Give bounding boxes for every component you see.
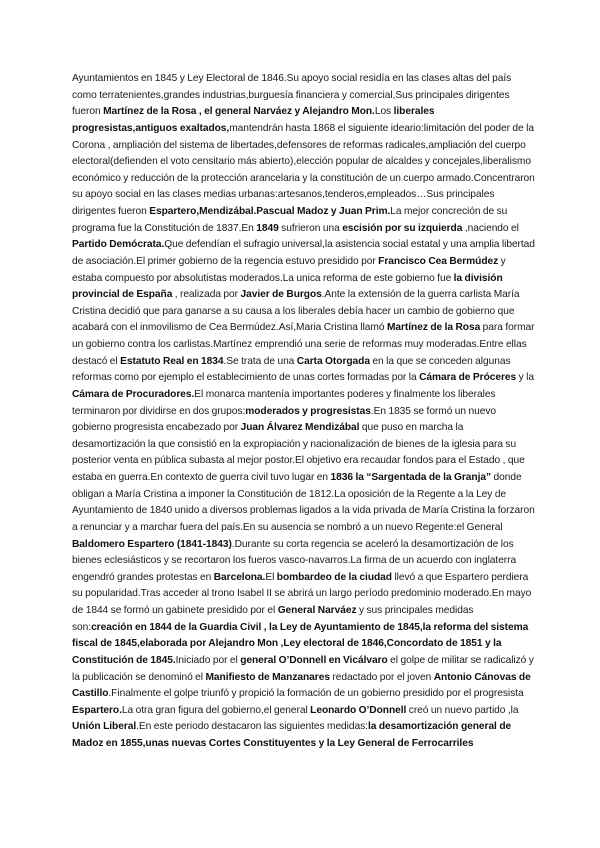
- bold-text-segment: Juan Álvarez Mendizábal: [240, 422, 360, 434]
- text-segment: en la que se conceden algunas reformas como por ejemplo el establecimiento de unas cortes formadas por la: [72, 355, 511, 384]
- bold-text-segment: Martínez de la Rosa: [386, 322, 481, 334]
- bold-text-segment: moderados y progresistas: [245, 405, 371, 417]
- text-segment: .En 1835 se formó un nuevo gobierno progresista encabezado por: [72, 405, 497, 434]
- bold-text-segment: Unión Liberal: [72, 721, 137, 733]
- bold-text-segment: Carta Otorgada: [296, 355, 370, 367]
- text-segment: Ayuntamientos en 1845 y Ley Electoral de 1846.Su apoyo social residía en las clases altas del país como terratenientes,grandes industrias,burguesía financiera y comercial,Sus principales dirigentes fueron: [72, 73, 512, 118]
- bold-text-segment: Antonio Cánovas de Castillo: [72, 671, 531, 700]
- bold-text-segment: General Narváez: [277, 605, 357, 616]
- text-segment: sufrieron una: [278, 222, 343, 234]
- bold-text-segment: Leonardo O’Donnell: [310, 704, 407, 716]
- bold-text-segment: Manifiesto de Manzanares: [205, 671, 330, 683]
- text-segment: .En este periodo destacaron las siguientes medidas:: [136, 721, 368, 733]
- bold-text-segment: Barcelona.: [213, 571, 266, 583]
- bold-text-segment: liberales progresistas,antiguos exaltados,: [72, 106, 435, 134]
- bold-text-segment: escisión por su izquierda: [342, 222, 463, 234]
- text-segment: .Se trata de una: [223, 355, 297, 367]
- text-segment: El monarca mantenía importantes poderes y finalmente los liberales terminaron por dividirse en dos grupos:: [72, 388, 496, 417]
- bold-text-segment: Espartero.: [72, 704, 122, 716]
- text-segment: Que defendían el sufragio universal,la asistencia social estatal y una amplia libertad de asociación.El primer gobierno de la regencia estuvo presidido por: [72, 239, 535, 267]
- bold-text-segment: Baldomero Espartero (1841-1843): [72, 538, 232, 550]
- text-segment: .Finalmente el golpe triunfó y propició la formación de un gobierno presidido por el progresista: [108, 688, 524, 700]
- text-segment: creó un nuevo partido ,la: [406, 704, 519, 716]
- text-segment: mantendrán hasta 1868 el siguiente ideario:limitación del poder de la Corona , ampliación del sistema de libertades,defensores de reformas radicales,ampliación del cuerpo electoral(defienden el voto censitario más abierto),elección popular de alcaldes y concejales,liberalismo económico y reducción de la protección arancelaria y la constitución de un cuerpo armado.Concentraron su apoyo social en las clases medias urbanas:artesanos,tenderos,empleados…Sus principales dirigentes fueron: [72, 122, 535, 217]
- text-segment: y la: [516, 372, 534, 384]
- text-segment: donde obligan a María Cristina a imponer la Constitución de 1812.La oposición de la Regente a la Ley de Ayuntamiento de 1840 unido a diversos problemas ligados a la vida privada de María Cristina la forzaron a renunciar y a marchar fuera del país.En su ausencia se nombró a un nuevo Regente:el General: [72, 472, 535, 533]
- bold-text-segment: Espartero,Mendizábal.Pascual Madoz y Juan Prim.: [149, 206, 391, 217]
- text-segment: Los: [374, 106, 394, 118]
- bold-text-segment: 1836 la “Sargentada de la Granja”: [330, 472, 492, 483]
- text-segment: La otra gran figura del gobierno,el general: [121, 704, 311, 716]
- text-segment: el golpe de militar se radicalizó y la publicación se denominó el: [72, 654, 534, 683]
- text-segment: .Durante su corta regencia se aceleró la desamortización de los bienes eclesiásticos y se recortaron los fueros vasco-navarros.La firma de un acuerdo con inglaterra engendró grandes protestas en: [72, 538, 517, 583]
- text-segment: El: [265, 571, 277, 583]
- bold-text-segment: bombardeo de la ciudad: [276, 571, 392, 583]
- bold-text-segment: Francisco Cea Bermúdez: [378, 255, 499, 267]
- bold-text-segment: la división provincial de España: [72, 272, 503, 301]
- text-segment: para formar un gobierno contra los carlistas.Martínez emprendió una serie de reformas muy moderadas.Entre ellas destacó el: [72, 322, 535, 367]
- text-segment: y sus principales medidas son:: [72, 605, 474, 633]
- bold-text-segment: Javier de Burgos: [240, 289, 322, 301]
- bold-text-segment: Martínez de la Rosa , el general Narváez y Alejandro Mon.: [103, 106, 375, 118]
- text-segment: redactado por el joven: [329, 671, 434, 683]
- bold-text-segment: Cámara de Procuradores.: [72, 388, 195, 400]
- bold-text-segment: creación en 1844 de la Guardia Civil , la Ley de Ayuntamiento de 1845,la reforma del sistema fiscal de 1845,elaborada por Alejandro Mon ,Ley electoral de 1846,Concordato de 1851 y la Constitución de 1845.: [72, 621, 529, 666]
- text-segment: llevó a que Espartero perdiera su popularidad.Tras acceder al trono Isabel II se abrirá un largo período predominio moderado.En mayo de 1844 se formó un gabinete presidido por el: [72, 571, 532, 616]
- text-segment: .Ante la extensión de la guerra carlista María Cristina decidió que para ganarse a su causa a los liberales debía hacer un cambio de gobierno que acabará con el inmovilismo de Cea Bermúdez.Así,Maria Cristina llamó: [72, 289, 520, 334]
- bold-text-segment: Partido Demócrata.: [72, 239, 165, 251]
- bold-text-segment: general O’Donnell en Vicálvaro: [240, 654, 388, 666]
- text-segment: , realizada por: [172, 289, 241, 301]
- bold-text-segment: Estatuto Real en 1834: [120, 355, 224, 367]
- bold-text-segment: Cámara de Próceres: [419, 372, 517, 384]
- text-segment: y estaba compuesto por absolutistas moderados.La unica reforma de este gobierno fue: [72, 255, 506, 284]
- body-text: [72, 71, 536, 753]
- text-segment: ,naciendo el: [462, 222, 519, 234]
- text-segment: La mejor concreción de su programa fue la Constitución de 1837.En: [72, 206, 508, 234]
- text-segment: Iniciado por el: [175, 654, 241, 666]
- text-segment: que puso en marcha la desamortización la que consistió en la expropiación y nacionalización de bienes de la iglesia para su posterior venta en pública subasta al mejor postor.El objetivo era recaudar fondos para el Estado , que estaba en guerra.En contexto de guerra civil tuvo lugar en: [72, 422, 525, 483]
- bold-text-segment: la desamortización general de Madoz en 1855,unas nuevas Cortes Constituyentes y la Ley General de Ferrocarriles: [72, 721, 512, 749]
- bold-text-segment: 1849: [256, 222, 279, 234]
